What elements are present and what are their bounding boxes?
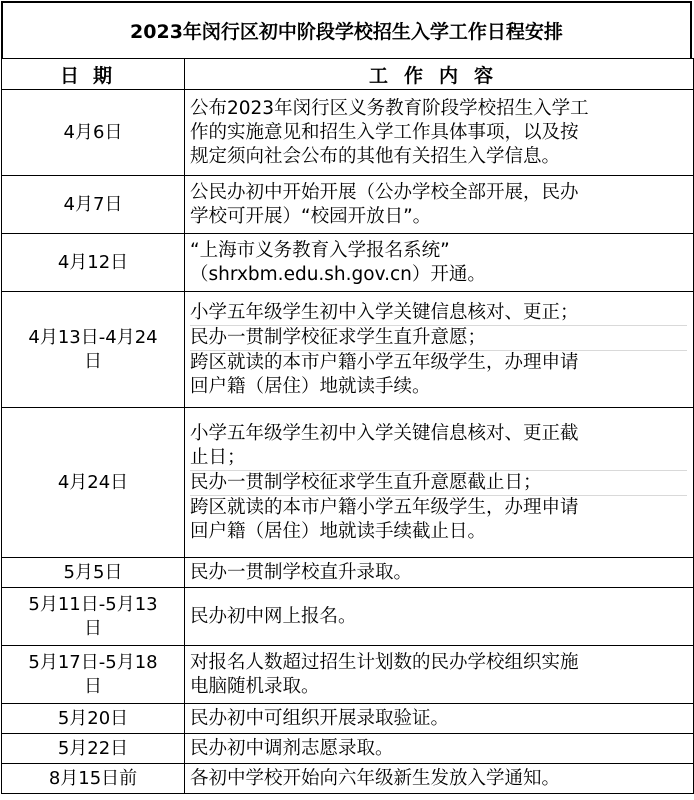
table-header-row [2,59,694,90]
content-item [190,422,687,471]
table-row [2,764,694,794]
date-text: 4月7日 [63,193,123,215]
date-cell [2,176,185,234]
date-text: 4月24日 [57,471,129,493]
header-content: 工作内容 [185,59,694,90]
date-cell [2,734,185,764]
table-row [2,646,694,704]
date-text: 4月13日-4月24 [28,326,158,348]
content-cell [185,90,694,176]
table-row [2,292,694,408]
date-text: 5月20日 [57,707,129,729]
content-text: 民办初中调剂志愿录取。 [190,737,394,759]
content-text: 小学五年级学生初中入学关键信息核对、更正； [190,301,579,323]
table-row [2,408,694,558]
content-cell [185,734,694,764]
table-row [2,176,694,234]
schedule-table [1,58,694,794]
content-text: “上海市义务教育入学报名系统” [190,239,450,261]
content-item [190,651,687,699]
content-item [190,326,687,351]
date-cell [2,234,185,292]
content-cell [185,292,694,408]
date-text: 5月22日 [57,737,129,759]
date-cell [2,704,185,734]
date-text: 4月6日 [63,121,123,143]
content-item [190,351,687,399]
content-text: 各初中学校开始向六年级新生发放入学通知。 [190,767,561,789]
content-cell [185,588,694,646]
document-title: 2023年闵行区初中阶段学校招生入学工作日程安排 [1,1,692,58]
content-item [190,471,687,496]
content-item [190,767,687,791]
content-text: 民办一贯制学校征求学生直升意愿截止日； [190,471,542,493]
table-row [2,234,694,292]
content-text: 公民办初中开始开展（公办学校全部开展，民办 [190,181,579,203]
table-row [2,90,694,176]
date-cell [2,646,185,704]
table-row [2,558,694,588]
date-text: 日 [84,350,102,372]
date-text: 日 [84,675,102,697]
content-text: 回户籍（居住）地就读手续截止日。 [190,520,487,542]
content-text: 民办初中网上报名。 [190,605,357,627]
table-body [2,90,694,794]
content-item [190,561,687,585]
header-date: 日期 [2,59,185,90]
content-text: 电脑随机录取。 [190,675,320,697]
content-item [190,301,687,326]
date-cell [2,90,185,176]
content-text: 跨区就读的本市户籍小学五年级学生，办理申请 [190,351,579,373]
content-cell [185,558,694,588]
date-cell [2,764,185,794]
content-item [190,496,687,544]
content-item [190,181,687,229]
content-text: 规定须向社会公布的其他有关招生入学信息。 [190,145,561,167]
content-text: 民办一贯制学校征求学生直升意愿； [190,326,487,348]
content-cell [185,646,694,704]
content-item [190,605,687,629]
content-text: 民办初中可组织开展录取验证。 [190,707,450,729]
content-item [190,737,687,761]
date-text: 5月17日-5月18 [28,651,158,673]
date-cell [2,558,185,588]
date-text: 5月11日-5月13 [28,593,158,615]
content-cell [185,704,694,734]
content-text: 学校可开展）“校园开放日”。 [190,205,432,227]
content-text: 作的实施意见和招生入学工作具体事项，以及按 [190,121,579,143]
date-text: 4月12日 [57,251,129,273]
content-text: 民办一贯制学校直升录取。 [190,561,413,583]
date-cell [2,588,185,646]
content-cell [185,764,694,794]
date-text: 日 [84,617,102,639]
content-text: 小学五年级学生初中入学关键信息核对、更正截 [190,422,579,444]
content-text: 跨区就读的本市户籍小学五年级学生，办理申请 [190,496,579,518]
table-row [2,734,694,764]
content-text: 对报名人数超过招生计划数的民办学校组织实施 [190,651,579,673]
content-text: 回户籍（居住）地就读手续。 [190,375,431,397]
content-item [190,97,687,169]
content-item [190,239,687,287]
content-text: 公布2023年闵行区义务教育阶段学校招生入学工 [190,97,589,119]
content-item [190,707,687,731]
content-cell [185,408,694,558]
content-cell [185,176,694,234]
date-text: 5月5日 [63,561,123,583]
date-text: 8月15日前 [48,767,138,789]
content-text: （shrxbm.edu.sh.gov.cn）开通。 [190,263,486,285]
date-cell [2,408,185,558]
table-row [2,704,694,734]
content-cell [185,234,694,292]
table-row [2,588,694,646]
content-text: 止日； [190,446,246,468]
date-cell [2,292,185,408]
